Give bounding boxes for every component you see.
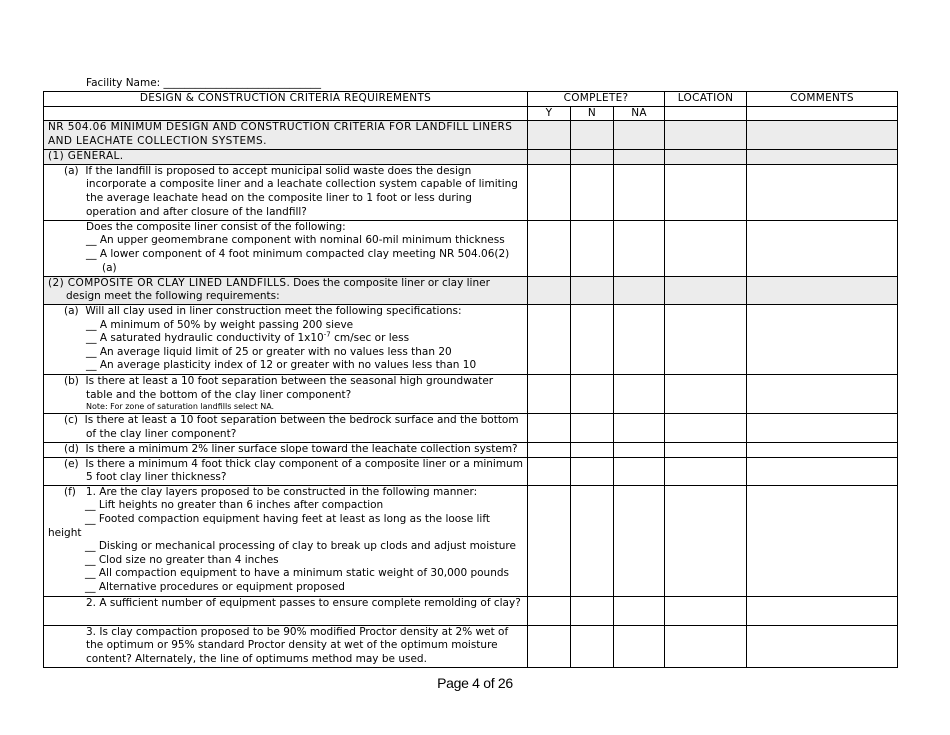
- item-text: If the landfill is proposed to accept municipal solid waste does the design incorporate a composite liner and a leachate collection system capable of limiting the average leachate head on the composite liner to 1 foot or less during operation and after closure of the landfill?: [85, 164, 518, 218]
- comments-cell[interactable]: [747, 304, 898, 374]
- y-cell[interactable]: [528, 374, 571, 413]
- n-cell[interactable]: [571, 413, 614, 442]
- item-text: 1. Are the clay layers proposed to be constructed in the following manner:: [85, 485, 478, 498]
- criteria-item-2e: [44, 457, 528, 485]
- location-cell[interactable]: [665, 374, 747, 413]
- item-text: __ A lower component of 4 foot minimum compacted clay meeting NR 504.06(2)(a): [86, 247, 510, 274]
- comments-cell[interactable]: [747, 625, 898, 667]
- y-cell[interactable]: [528, 276, 571, 304]
- n-cell[interactable]: [571, 457, 614, 485]
- na-cell[interactable]: [614, 485, 665, 596]
- item-text: __ An average liquid limit of 25 or greater with no values less than 20: [86, 345, 452, 358]
- n-cell[interactable]: [571, 596, 614, 625]
- item-text: __ Clod size no greater than 4 inches: [85, 553, 279, 566]
- general-heading: (1) GENERAL.: [44, 150, 528, 165]
- item-label: (b): [64, 374, 79, 387]
- location-cell[interactable]: [665, 220, 747, 276]
- location-cell[interactable]: [665, 596, 747, 625]
- clay-heading-row: [44, 276, 898, 304]
- criteria-item-1a: [44, 164, 528, 220]
- location-cell[interactable]: [665, 625, 747, 667]
- criteria-item-2a: [44, 304, 528, 374]
- item-text: __ An average plasticity index of 12 or greater with no values less than 10: [86, 359, 477, 372]
- item-text: height: [48, 526, 82, 539]
- comments-subheader: [747, 106, 898, 121]
- no-header: N: [571, 106, 614, 121]
- comments-cell[interactable]: [747, 374, 898, 413]
- table-row: [44, 220, 898, 276]
- na-cell[interactable]: [614, 374, 665, 413]
- n-cell[interactable]: [571, 164, 614, 220]
- item-label: (a): [64, 304, 79, 317]
- item-text: cm/sec or less: [330, 332, 410, 345]
- comments-cell[interactable]: [747, 442, 898, 457]
- yes-header: Y: [528, 106, 571, 121]
- comments-cell[interactable]: [747, 596, 898, 625]
- table-row: [44, 164, 898, 220]
- table-row: [44, 596, 898, 625]
- y-cell[interactable]: [528, 164, 571, 220]
- y-cell[interactable]: [528, 596, 571, 625]
- n-cell[interactable]: [571, 304, 614, 374]
- item-text: [86, 332, 523, 346]
- table-header-row: [44, 92, 898, 107]
- item-text: Is there at least a 10 foot separation between the seasonal high groundwater table and the bottom of the clay liner component?: [85, 374, 494, 401]
- table-row: [44, 413, 898, 442]
- y-cell[interactable]: [528, 413, 571, 442]
- item-text: __ A saturated hydraulic conductivity of 1x10: [86, 332, 324, 345]
- item-text: __ A minimum of 50% by weight passing 200 sieve: [86, 318, 354, 331]
- criteria-item-2f-3: 3. Is clay compaction proposed to be 90% modified Proctor density at 2% wet of the optimum or 95% standard Proctor density at wet of the optimum moisture content? Alternately, the line of optimums method may be used.: [44, 625, 528, 667]
- y-cell[interactable]: [528, 457, 571, 485]
- item-note: Note: For zone of saturation landfills select NA.: [86, 402, 275, 412]
- item-text: Is there a minimum 4 foot thick clay component of a composite liner or a minimum 5 foot clay liner thickness?: [85, 457, 523, 484]
- na-cell[interactable]: [614, 596, 665, 625]
- clay-heading-title: (2) COMPOSITE OR CLAY LINED LANDFILLS: [48, 276, 287, 289]
- item-label: (e): [64, 457, 79, 470]
- item-text: Does the composite liner consist of the following:: [86, 220, 346, 233]
- page-number: Page 4 of 26: [437, 675, 513, 691]
- item-text: __ Lift heights no greater than 6 inches after compaction: [85, 499, 384, 512]
- n-cell[interactable]: [571, 442, 614, 457]
- location-cell[interactable]: [665, 485, 747, 596]
- comments-cell[interactable]: [747, 121, 898, 150]
- criteria-checklist-table: [43, 91, 898, 668]
- item-text: __ An upper geomembrane component with nominal 60-mil minimum thickness: [86, 234, 505, 247]
- comments-cell[interactable]: [747, 457, 898, 485]
- n-cell[interactable]: [571, 150, 614, 165]
- facility-name-field: Facility Name: ______________________________: [86, 77, 322, 89]
- y-cell[interactable]: [528, 220, 571, 276]
- table-row: [44, 485, 898, 596]
- item-text: __ Alternative procedures or equipment proposed: [85, 580, 345, 593]
- item-text: Will all clay used in liner construction meet the following specifications:: [85, 304, 462, 317]
- comments-header: COMMENTS: [747, 92, 898, 107]
- table-subheader-row: [44, 106, 898, 121]
- item-label: (d): [64, 442, 79, 455]
- location-cell[interactable]: [665, 164, 747, 220]
- general-heading-row: [44, 150, 898, 165]
- criteria-item-2f: [44, 485, 528, 596]
- n-cell[interactable]: [571, 220, 614, 276]
- location-header: LOCATION: [665, 92, 747, 107]
- item-text: __ All compaction equipment to have a minimum static weight of 30,000 pounds: [85, 567, 509, 580]
- y-cell[interactable]: [528, 121, 571, 150]
- na-cell[interactable]: [614, 413, 665, 442]
- y-cell[interactable]: [528, 625, 571, 667]
- item-text: Is there a minimum 2% liner surface slope toward the leachate collection system?: [85, 442, 518, 455]
- na-cell[interactable]: [614, 164, 665, 220]
- criteria-subheader: [44, 106, 528, 121]
- location-cell[interactable]: [665, 150, 747, 165]
- na-cell[interactable]: [614, 121, 665, 150]
- y-cell[interactable]: [528, 150, 571, 165]
- na-cell[interactable]: [614, 457, 665, 485]
- section-title-row: [44, 121, 898, 150]
- clay-heading: [44, 276, 528, 304]
- location-cell[interactable]: [665, 121, 747, 150]
- criteria-item-2c: [44, 413, 528, 442]
- item-text: __ Disking or mechanical processing of clay to break up clods and adjust moisture: [85, 540, 516, 553]
- y-cell[interactable]: [528, 442, 571, 457]
- comments-cell[interactable]: [747, 413, 898, 442]
- n-cell[interactable]: [571, 485, 614, 596]
- section-title: NR 504.06 MINIMUM DESIGN AND CONSTRUCTION CRITERIA FOR LANDFILL LINERS AND LEACHATE COLLECTION SYSTEMS.: [44, 121, 528, 150]
- table-row: [44, 374, 898, 413]
- table-row: [44, 442, 898, 457]
- item-label: (f): [64, 485, 76, 498]
- item-label: (a): [64, 164, 79, 177]
- n-cell[interactable]: [571, 121, 614, 150]
- comments-cell[interactable]: [747, 276, 898, 304]
- criteria-item-2b: [44, 374, 528, 413]
- clay-heading-text: . Does the composite liner or clay liner design meet the following requirements:: [66, 276, 490, 303]
- location-subheader: [665, 106, 747, 121]
- location-cell[interactable]: [665, 442, 747, 457]
- item-exponent: -7: [323, 330, 331, 339]
- na-cell[interactable]: [614, 220, 665, 276]
- comments-cell[interactable]: [747, 485, 898, 596]
- item-label: (c): [64, 413, 78, 426]
- location-cell[interactable]: [665, 304, 747, 374]
- na-cell[interactable]: [614, 442, 665, 457]
- n-cell[interactable]: [571, 276, 614, 304]
- na-cell[interactable]: [614, 625, 665, 667]
- comments-cell[interactable]: [747, 150, 898, 165]
- complete-header: COMPLETE?: [528, 92, 665, 107]
- location-cell[interactable]: [665, 457, 747, 485]
- n-cell[interactable]: [571, 374, 614, 413]
- y-cell[interactable]: [528, 304, 571, 374]
- comments-cell[interactable]: [747, 164, 898, 220]
- criteria-header: DESIGN & CONSTRUCTION CRITERIA REQUIREMENTS: [44, 92, 528, 107]
- na-cell[interactable]: [614, 304, 665, 374]
- na-header: NA: [614, 106, 665, 121]
- na-cell[interactable]: [614, 276, 665, 304]
- na-cell[interactable]: [614, 150, 665, 165]
- y-cell[interactable]: [528, 485, 571, 596]
- criteria-item-2f-2: 2. A sufficient number of equipment passes to ensure complete remolding of clay?: [44, 596, 528, 625]
- table-row: [44, 457, 898, 485]
- comments-cell[interactable]: [747, 220, 898, 276]
- location-cell[interactable]: [665, 413, 747, 442]
- criteria-item-2d: [44, 442, 528, 457]
- item-line: [48, 486, 523, 500]
- item-text: Is there at least a 10 foot separation between the bedrock surface and the bottom of the clay liner component?: [84, 413, 519, 440]
- item-text: __ Footed compaction equipment having feet at least as long as the loose lift: [85, 512, 490, 525]
- table-row: [44, 304, 898, 374]
- composite-liner-item: [44, 220, 528, 276]
- n-cell[interactable]: [571, 625, 614, 667]
- location-cell[interactable]: [665, 276, 747, 304]
- table-row: [44, 625, 898, 667]
